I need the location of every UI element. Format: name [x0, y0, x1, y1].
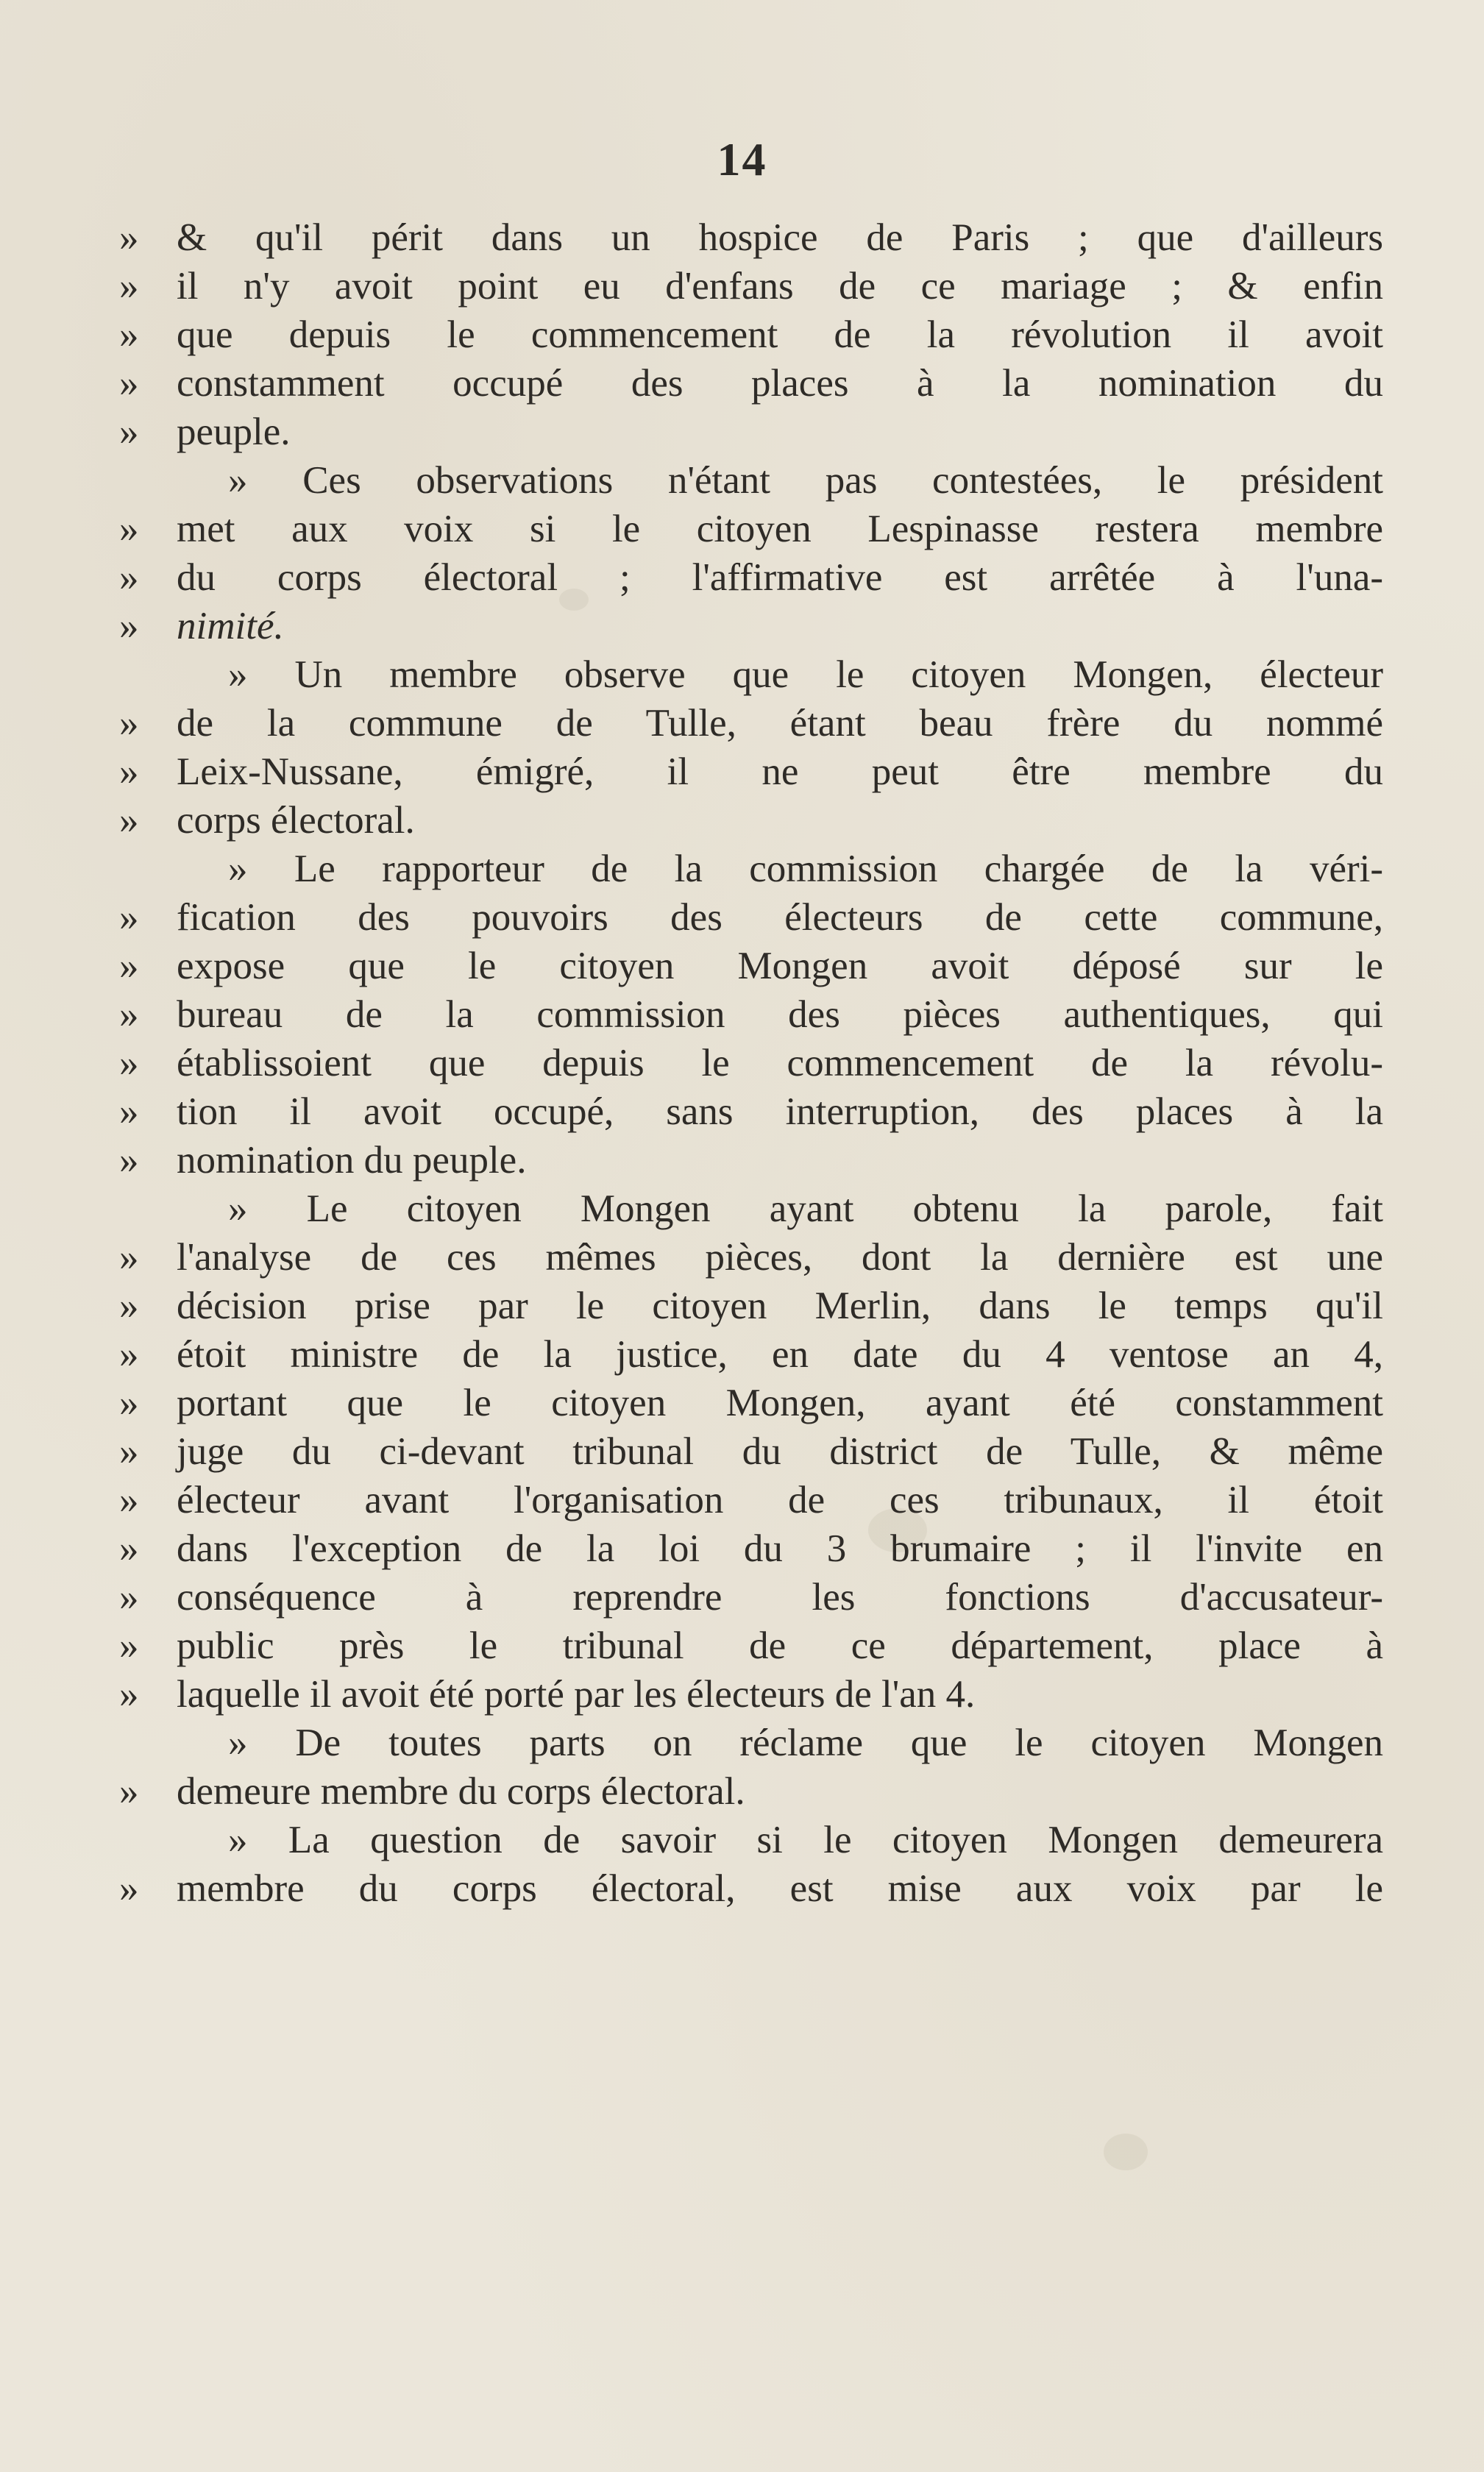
line-text: public près le tribunal de ce département, place à [177, 1624, 1383, 1667]
text-line [119, 310, 1383, 359]
margin-quote-mark: » [119, 1042, 139, 1084]
line-text: bureau de la commission des pièces authentiques, qui [177, 993, 1383, 1036]
margin-quote-mark: » [119, 1139, 139, 1182]
margin-quote-mark: » [119, 1333, 139, 1376]
margin-quote-mark: » [119, 799, 139, 842]
text-line [119, 213, 1383, 262]
margin-quote-mark: » [119, 362, 139, 405]
margin-quote-mark: » [119, 605, 139, 647]
margin-quote-mark: » [119, 750, 139, 793]
text-line [119, 1864, 1383, 1913]
line-text: » De toutes parts on réclame que le citoyen Mongen [228, 1722, 1383, 1764]
text-line [119, 1427, 1383, 1476]
line-text: Leix-Nussane, émigré, il ne peut être membre du [177, 750, 1383, 793]
text-line [119, 1136, 1383, 1184]
text-line [119, 1233, 1383, 1282]
margin-quote-mark: » [119, 1090, 139, 1133]
margin-quote-mark: » [119, 1285, 139, 1327]
line-text: portant que le citoyen Mongen, ayant été constamment [177, 1382, 1383, 1424]
line-text: juge du ci-devant tribunal du district de Tulle, & même [177, 1430, 1383, 1473]
text-line [119, 262, 1383, 310]
text-line [177, 1184, 1383, 1233]
text-line [177, 1816, 1383, 1864]
body-text [119, 213, 1383, 1913]
line-text: de la commune de Tulle, étant beau frère du nommé [177, 702, 1383, 745]
line-text: met aux voix si le citoyen Lespinasse restera membre [177, 508, 1383, 550]
line-text: nomination du peuple. [177, 1139, 527, 1182]
margin-quote-mark: » [119, 1770, 139, 1813]
text-line [119, 1670, 1383, 1719]
margin-quote-mark: » [119, 1382, 139, 1424]
line-text: nimité. [177, 605, 284, 647]
text-line [119, 1622, 1383, 1670]
line-text: » Le citoyen Mongen ayant obtenu la parole, fait [228, 1187, 1383, 1230]
line-text: dans l'exception de la loi du 3 brumaire ; il l'invite en [177, 1527, 1383, 1570]
text-line [119, 796, 1383, 845]
margin-quote-mark: » [119, 1673, 139, 1716]
margin-quote-mark: » [119, 1867, 139, 1910]
paper-stain [1104, 2134, 1148, 2170]
line-text: » Le rapporteur de la commission chargée de la véri- [228, 848, 1383, 890]
line-text: électeur avant l'organisation de ces tribunaux, il étoit [177, 1479, 1383, 1521]
line-text: du corps électoral ; l'affirmative est arrêtée à l'una- [177, 556, 1383, 599]
text-line [119, 893, 1383, 942]
margin-quote-mark: » [119, 216, 139, 259]
line-text: constamment occupé des places à la nomination du [177, 362, 1383, 405]
text-line [177, 650, 1383, 699]
text-line [119, 1573, 1383, 1622]
text-line [119, 553, 1383, 602]
page-number: 14 [717, 133, 767, 185]
margin-quote-mark: » [119, 556, 139, 599]
margin-quote-mark: » [119, 896, 139, 939]
line-text: étoit ministre de la justice, en date du 4 ventose an 4, [177, 1333, 1383, 1376]
margin-quote-mark: » [119, 1527, 139, 1570]
text-line [119, 359, 1383, 408]
line-text: demeure membre du corps électoral. [177, 1770, 745, 1813]
line-text: » Un membre observe que le citoyen Mongen, électeur [228, 653, 1383, 696]
text-line [119, 1524, 1383, 1573]
line-text: tion il avoit occupé, sans interruption, des places à la [177, 1090, 1383, 1133]
text-line [119, 1330, 1383, 1379]
line-text: expose que le citoyen Mongen avoit déposé sur le [177, 945, 1383, 987]
line-text: établissoient que depuis le commencement de la révolu- [177, 1042, 1383, 1084]
text-line [119, 1282, 1383, 1330]
margin-quote-mark: » [119, 993, 139, 1036]
text-line [119, 1087, 1383, 1136]
text-line [119, 602, 1383, 650]
margin-quote-mark: » [119, 508, 139, 550]
text-line [119, 1039, 1383, 1087]
line-text: » La question de savoir si le citoyen Mongen demeurera [228, 1819, 1383, 1861]
text-line [119, 942, 1383, 990]
text-line [119, 408, 1383, 456]
line-text: corps électoral. [177, 799, 415, 842]
line-text: membre du corps électoral, est mise aux voix par le [177, 1867, 1383, 1910]
text-line [119, 1767, 1383, 1816]
margin-quote-mark: » [119, 1430, 139, 1473]
line-text: & qu'il périt dans un hospice de Paris ; que d'ailleurs [177, 216, 1383, 259]
margin-quote-mark: » [119, 945, 139, 987]
margin-quote-mark: » [119, 313, 139, 356]
line-text: que depuis le commencement de la révolution il avoit [177, 313, 1383, 356]
line-text: fication des pouvoirs des électeurs de cette commune, [177, 896, 1383, 939]
line-text: conséquence à reprendre les fonctions d'accusateur- [177, 1576, 1383, 1619]
line-text: il n'y avoit point eu d'enfans de ce mariage ; & enfin [177, 265, 1383, 308]
line-text: laquelle il avoit été porté par les électeurs de l'an 4. [177, 1673, 976, 1716]
line-text: peuple. [177, 411, 291, 453]
line-text: » Ces observations n'étant pas contestées, le président [228, 459, 1383, 502]
text-line [119, 505, 1383, 553]
margin-quote-mark: » [119, 411, 139, 453]
margin-quote-mark: » [119, 1624, 139, 1667]
text-line [177, 456, 1383, 505]
line-text: l'analyse de ces mêmes pièces, dont la dernière est une [177, 1236, 1383, 1279]
margin-quote-mark: » [119, 1236, 139, 1279]
text-line [119, 1476, 1383, 1524]
text-line [177, 1719, 1383, 1767]
text-line [119, 990, 1383, 1039]
margin-quote-mark: » [119, 265, 139, 308]
text-line [119, 699, 1383, 747]
margin-quote-mark: » [119, 1576, 139, 1619]
text-line [119, 747, 1383, 796]
margin-quote-mark: » [119, 1479, 139, 1521]
text-line [119, 1379, 1383, 1427]
text-line [177, 845, 1383, 893]
margin-quote-mark: » [119, 702, 139, 745]
line-text: décision prise par le citoyen Merlin, dans le temps qu'il [177, 1285, 1383, 1327]
